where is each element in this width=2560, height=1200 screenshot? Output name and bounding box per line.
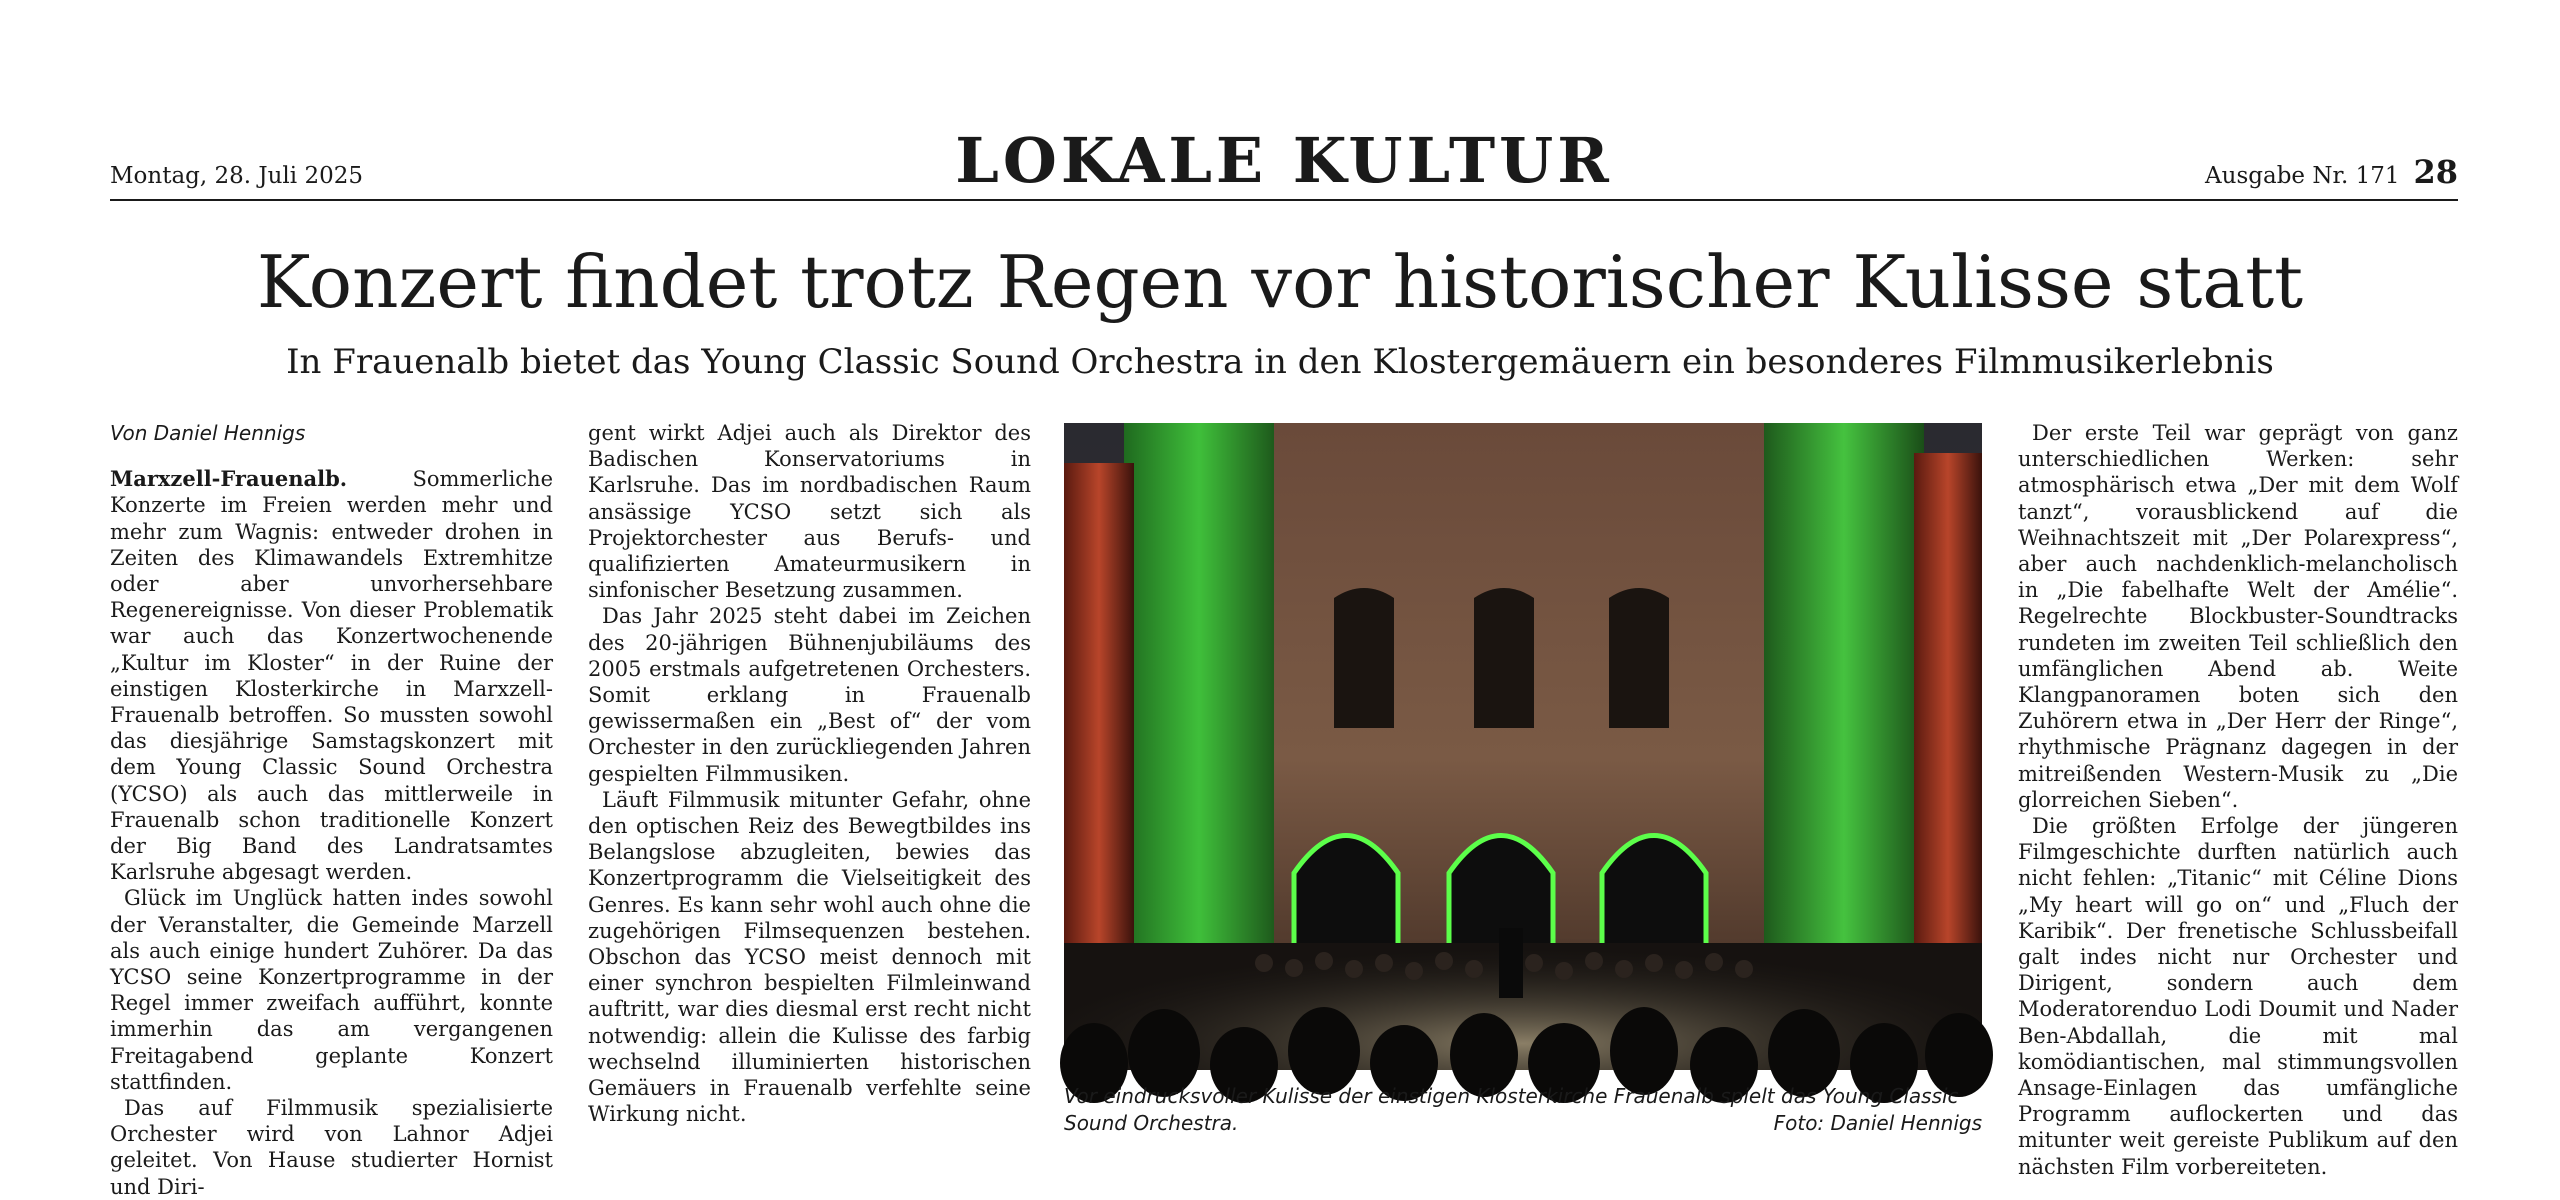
concert-photo-image: [1064, 423, 1982, 1070]
article-subhead: In Frauenalb bietet das Young Classic Sound Orchestra in den Klostergemäuern ein besonderes Filmmusikerlebnis: [286, 342, 2274, 382]
photo-caption: [1064, 1083, 1982, 1137]
paragraph-text: Sommerliche Konzerte im Freien werden mehr und mehr zum Wagnis: entweder drohen in Zeiten des Klimawandels Extremhitze oder aber unvorhersehbare Regenereignisse. Von dieser Problematik war auch das Konzertwochenende „Kultur im Kloster“ in der Ruine der einstigen Klosterkirche in Marxzell-Frauenalb betroffen. So mussten sowohl das diesjährige Samstagskonzert mit dem Young Classic Sound Orchestra (YCSO) als auch das mittlerweile in Frauenalb schon traditionelle Konzert der Big Band des Landratsamtes Karlsruhe abgesagt werden.: [110, 467, 553, 885]
dateline: Marxzell-Frauenalb.: [110, 466, 348, 492]
article-column-1: [110, 420, 553, 1200]
paragraph: Das auf Filmmusik spezialisierte Orchester wird von Lahnor Adjei geleitet. Von Hause studierter Hornist und Diri-: [110, 1096, 553, 1199]
masthead: [110, 125, 2458, 201]
paragraph: Glück im Unglück hatten indes sowohl der Veranstalter, die Gemeinde Marzell als auch einige hundert Zuhörer. Da das YCSO seine Konzertprogramme in der Regel immer zweifach aufführt, konnte immerhin das am vergangenen Freitagabend geplante Konzert stattfinden.: [110, 886, 553, 1094]
article-column-2: [588, 420, 1031, 1127]
article-headline: Konzert findet trotz Regen vor historischer Kulisse statt: [256, 240, 2304, 324]
concert-photo: [1064, 423, 1982, 1070]
photo-credit: Foto: Daniel Hennigs: [1773, 1111, 1982, 1135]
page-number: 28: [2413, 153, 2458, 191]
issue-info: [2205, 153, 2458, 191]
paragraph: Das Jahr 2025 steht dabei im Zeichen des 20-jährigen Bühnenjubiläums des 2005 erstmals aufgetretenen Orchesters. Somit erklang in Frauenalb gewissermaßen ein „Best of“ der vom Orchester in den zurückliegenden Jahren gespielten Filmmusiken.: [588, 604, 1031, 786]
paragraph: Die größten Erfolge der jüngeren Filmgeschichte durften natürlich auch nicht fehlen: „Titanic“ mit Céline Dions „My heart will go on“ und „Fluch der Karibik“. Der frenetische Schlussbeifall galt indes nicht nur Orchester und Dirigent, sondern auch dem Moderatorenduo Lodi Doumit und Nader Ben-Abdallah, die mit mal komödiantischen, mal stimmungsvollen Ansage-Einlagen das umfängliche Programm auflockerten und das mitunter weit gereiste Publikum auf den nächsten Film vorbereiteten.: [2018, 814, 2458, 1179]
paragraph: Läuft Filmmusik mitunter Gefahr, ohne den optischen Reiz des Bewegtbildes ins Belangslose abzugleiten, bewies das Konzertprogramm die Vielseitigkeit des Genres. Es kann sehr wohl auch ohne die zugehörigen Filmsequenzen bestehen. Obschon das YCSO meist dennoch mit einer synchron bespielten Filmleinwand auftritt, war dies diesmal erst recht nicht notwendig: allein die Kulisse des farbig wechselnd illuminierten historischen Gemäuers in Frauenalb verfehlte seine Wirkung nicht.: [588, 787, 1031, 1127]
paragraph: gent wirkt Adjei auch als Direktor des Badischen Konservatoriums in Karlsruhe. Das im nordbadischen Raum ansässige YCSO setzt sich als Projektorchester aus Berufs- und qualifizierten Amateurmusikern in sinfonischer Besetzung zusammen.: [588, 421, 1031, 603]
issue-date: Montag, 28. Juli 2025: [110, 163, 363, 189]
caption-text: Vor eindrucksvoller Kulisse der einstigen Klosterkirche Frauenalb spielt das Young Classic Sound Orchestra.: [1064, 1084, 1959, 1135]
article-column-4: [2018, 420, 2458, 1180]
paragraph: [110, 466, 553, 885]
author-byline: Von Daniel Hennigs: [110, 421, 306, 445]
section-title: LOKALE KULTUR: [955, 124, 1613, 197]
paragraph: Der erste Teil war geprägt von ganz unterschiedlichen Werken: sehr atmosphärisch etwa „Der mit dem Wolf tanzt“, vorausblickend auf die Weihnachtszeit mit „Der Polarexpress“, aber auch nachdenklich-melancholisch in „Die fabelhafte Welt der Amélie“. Regelrechte Blockbuster-Soundtracks rundeten im zweiten Teil schließlich den umfänglichen Abend ab. Weite Klangpanoramen boten sich den Zuhörern etwa in „Der Herr der Ringe“, rhythmische Prägnanz dagegen in der mitreißenden Western-Musik zu „Die glorreichen Sieben“.: [2018, 421, 2458, 812]
issue-number: Ausgabe Nr. 171: [2205, 163, 2400, 189]
